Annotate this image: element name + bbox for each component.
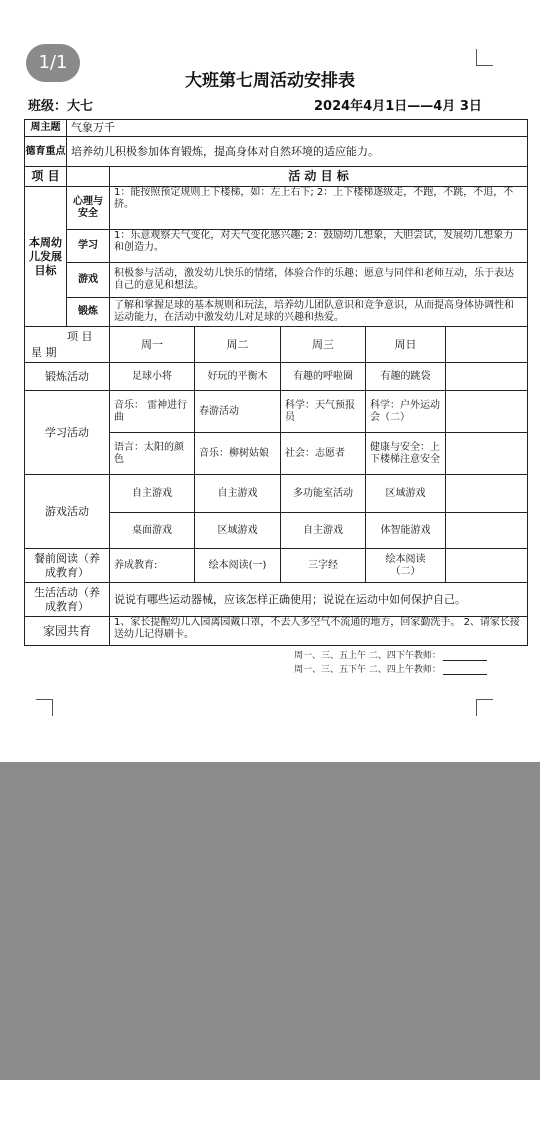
goal-name-exercise: 锻炼 (66, 297, 110, 327)
learning-tue-1: 春游活动 (194, 390, 281, 433)
learning-wed-2: 社会：志愿者 (280, 432, 366, 475)
game-mon-2: 桌面游戏 (109, 512, 195, 549)
exercise-sun: 有趣的跳袋 (365, 362, 446, 391)
game-tue-2: 区域游戏 (194, 512, 281, 549)
class-label: 班级：大七 (28, 99, 94, 114)
game-sun-1: 区域游戏 (365, 474, 446, 513)
schedule-corner-item: 项 目 (67, 330, 93, 343)
goal-name-psychology: 心理与安全 (66, 186, 110, 230)
home-line: 2、请家长接送幼儿记得刷卡。 (114, 617, 520, 640)
game-blank-2 (445, 512, 528, 549)
day-header-sun: 周日 (365, 326, 446, 363)
exercise-mon: 足球小将 (109, 362, 195, 391)
goal-line: 2：鼓励幼儿想象，大胆尝试，发展幼儿想象力和创造力。 (114, 230, 514, 253)
game-blank-1 (445, 474, 528, 513)
goal-line: 1：乐意观察天气变化，对天气变化感兴趣; (114, 230, 304, 241)
day-header-tue: 周二 (194, 326, 281, 363)
goal-line: 1：能按照预定规则上下楼梯，如：左上右下; (114, 187, 314, 198)
home-cooperation-label: 家园共育 (24, 616, 110, 646)
development-goals-label: 本周幼儿发展目标 (24, 186, 67, 327)
goal-text-game: 积极参与活动，激发幼儿快乐的情绪，体验合作的乐趣；愿意与同伴和老师互动，乐于表达自己的意见和想法。 (109, 262, 528, 298)
learning-blank-1 (445, 390, 528, 433)
goal-header: 活 动 目 标 (109, 166, 528, 187)
game-activity-label: 游戏活动 (24, 474, 110, 549)
footer-signature-blank (443, 664, 487, 675)
goal-header-blank (66, 166, 110, 187)
goal-text-learning (109, 229, 528, 263)
learning-mon-2: 语言：太阳的颜色 (109, 432, 195, 475)
footer-signature-blank (443, 650, 487, 661)
learning-blank-2 (445, 432, 528, 475)
game-mon-1: 自主游戏 (109, 474, 195, 513)
learning-wed-1: 科学：天气预报员 (280, 390, 366, 433)
footer-teacher-line-2 (294, 662, 487, 675)
exercise-activity-label: 锻炼活动 (24, 362, 110, 391)
viewer-gray-background (0, 762, 540, 1080)
exercise-tue: 好玩的平衡木 (194, 362, 281, 391)
goal-line: 2：上下楼梯逐级走，不跑，不跳，不追，不挤。 (114, 187, 514, 210)
goal-text-psychology (109, 186, 528, 230)
theme-label: 周主题 (24, 119, 67, 137)
goal-name-learning: 学习 (66, 229, 110, 263)
home-line: 1、家长提醒幼儿入园离园戴口罩，不去人多空气不流通的地方，回家勤洗手。 (114, 617, 461, 628)
life-activity-value: 说说有哪些运动器械，应该怎样正确使用；说说在运动中如何保护自己。 (109, 582, 528, 617)
life-activity-label: 生活活动（养成教育） (24, 582, 110, 617)
exercise-wed: 有趣的呼啦圈 (280, 362, 366, 391)
schedule-corner-day: 星 期 (31, 346, 57, 359)
reading-wed: 三字经 (280, 548, 366, 583)
game-sun-2: 体智能游戏 (365, 512, 446, 549)
goal-name-game: 游戏 (66, 262, 110, 298)
learning-sun-2: 健康与安全：上下楼梯注意安全 (365, 432, 446, 475)
learning-sun-1: 科学：户外运动会（二） (365, 390, 446, 433)
footer-teacher-line-1 (294, 648, 487, 661)
reading-blank (445, 548, 528, 583)
game-wed-1: 多功能室活动 (280, 474, 366, 513)
theme-value: 气象万千 (66, 119, 528, 137)
home-cooperation-value (109, 616, 528, 646)
reading-mon: 养成教育: (109, 548, 195, 583)
reading-label: 餐前阅读（养成教育） (24, 548, 110, 583)
footer-text: 周一、三、五上午 二、四下午教师： (294, 651, 441, 661)
crop-mark-bottom-right (476, 699, 493, 716)
document-title: 大班第七周活动安排表 (185, 71, 355, 91)
game-tue-1: 自主游戏 (194, 474, 281, 513)
day-header-mon: 周一 (109, 326, 195, 363)
date-range: 2024年4月1日——4月 3日 (314, 99, 482, 114)
goal-text-exercise: 了解和掌握足球的基本规则和玩法，培养幼儿团队意识和竞争意识，从而提高身体协调性和运动能力，在活动中激发幼儿对足球的兴趣和热爱。 (109, 297, 528, 327)
learning-activity-label: 学习活动 (24, 390, 110, 475)
learning-tue-2: 音乐：柳树姑娘 (194, 432, 281, 475)
day-header-blank (445, 326, 528, 363)
exercise-blank (445, 362, 528, 391)
reading-sun: 绘本阅读（二） (365, 548, 446, 583)
day-header-wed: 周三 (280, 326, 366, 363)
moral-label: 德育重点 (24, 136, 67, 167)
reading-tue: 绘本阅读(一) (194, 548, 281, 583)
moral-value: 培养幼儿积极参加体育锻炼，提高身体对自然环境的适应能力。 (66, 136, 528, 167)
page-indicator-badge[interactable]: 1/1 (26, 44, 80, 82)
schedule-corner (24, 326, 110, 363)
footer-text: 周一、三、五下午 二、四上午教师： (294, 665, 441, 675)
crop-mark-top-right (476, 49, 493, 66)
crop-mark-bottom-left (36, 699, 53, 716)
item-label: 项 目 (24, 166, 67, 187)
game-wed-2: 自主游戏 (280, 512, 366, 549)
learning-mon-1: 音乐： 雷神进行曲 (109, 390, 195, 433)
